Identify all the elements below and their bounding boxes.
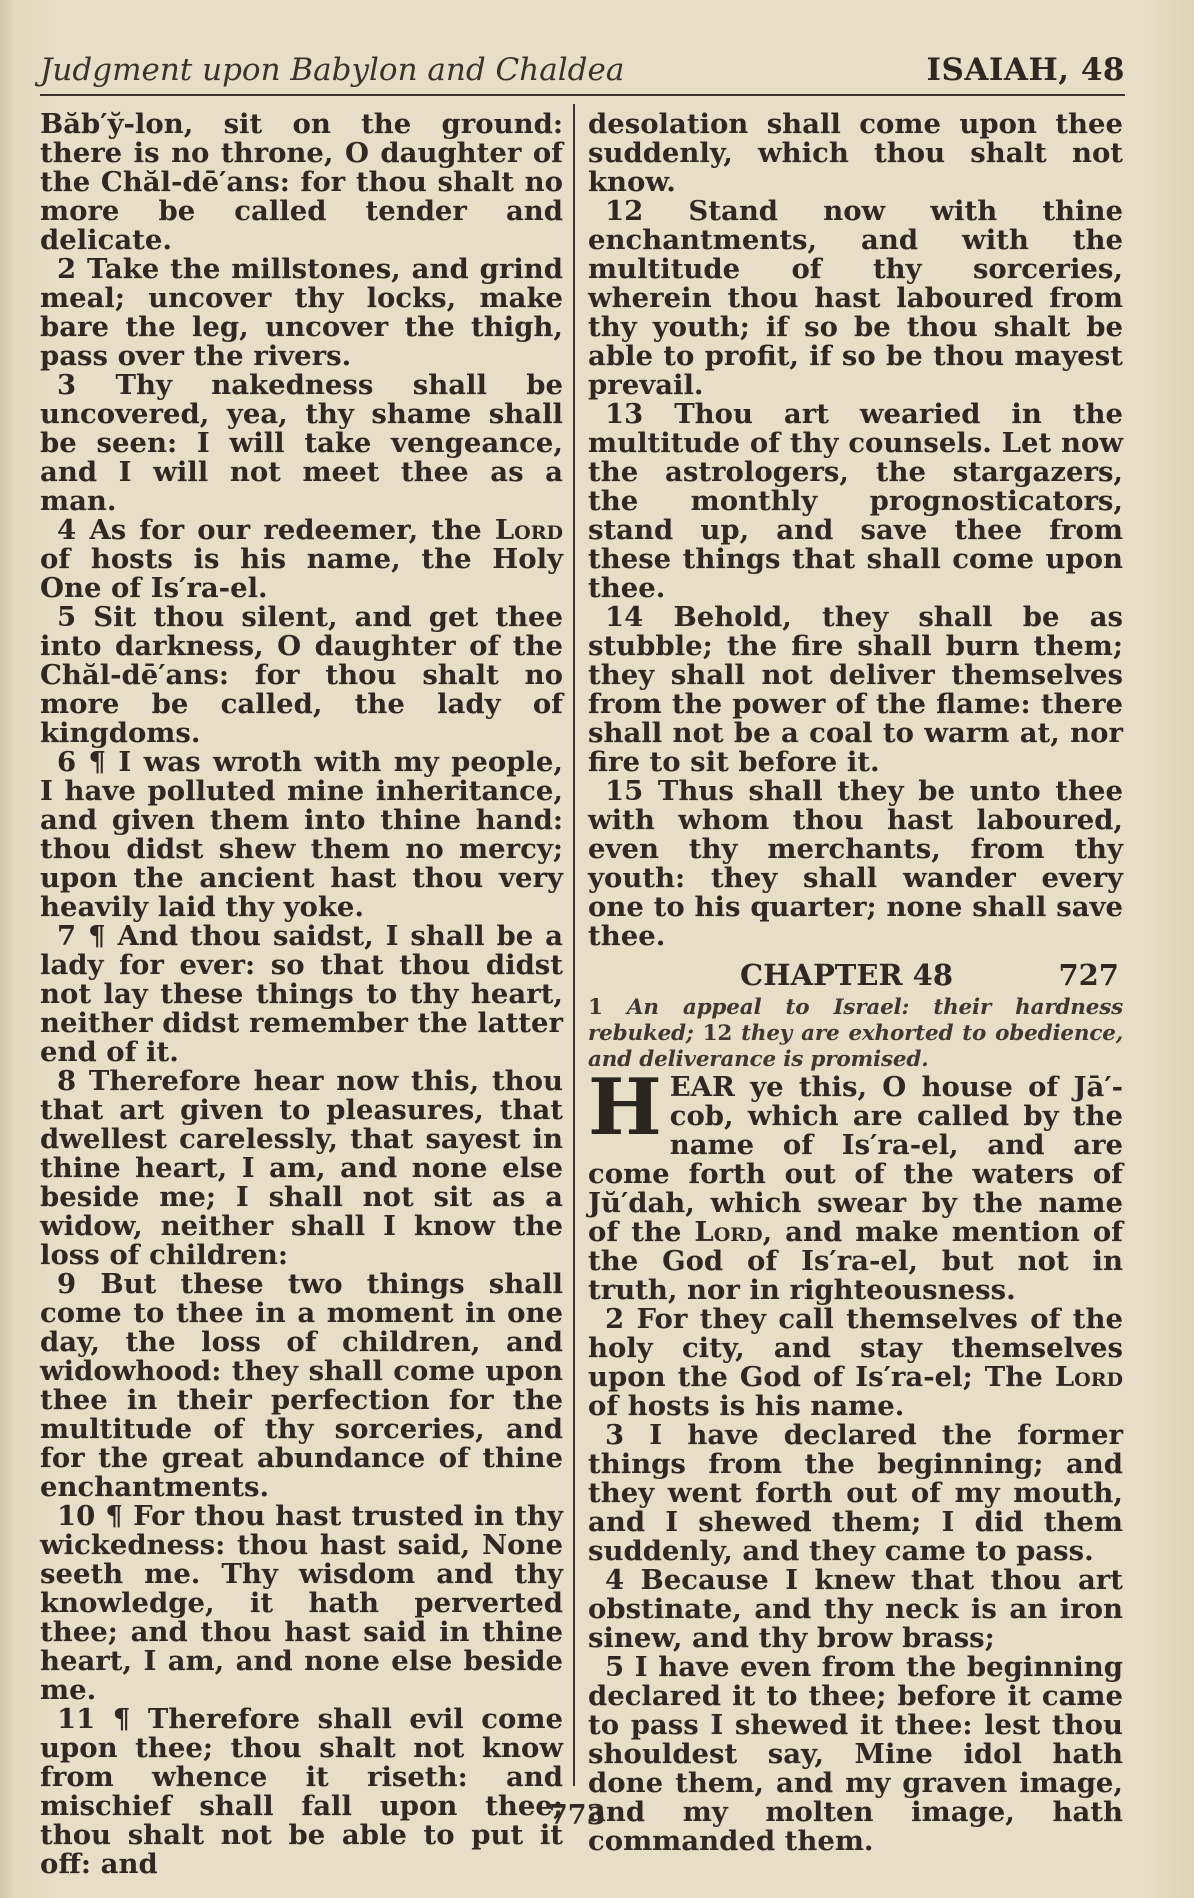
verse-47-1-continuation: Băb′y̆-lon, sit on the ground: there is no throne, O daughter of the Chăl-dē′ans: for thou shalt no more be called tender and delicate. xyxy=(40,108,563,256)
verse-47-5: 5 Sit thou silent, and get thee into darkness, O daughter of the Chăl-dē′ans: for thou shalt no more be called, the lady of kingdoms. xyxy=(40,601,563,749)
verse-47-7: 7 ¶ And thou saidst, I shall be a lady for ever: so that thou didst not lay these things to thy heart, neither didst remember the latter end of it. xyxy=(40,920,563,1068)
verse-text: EAR ye this, O house of Jā′-cob, which are called by the name of Is′ra-el, and are come forth out of the waters of Jŭ′dah, which swear by the name of the xyxy=(588,1071,1123,1248)
verse-47-6: 6 ¶ I was wroth with my people, I have polluted mine inheritance, and given them into thine hand: thou didst shew them no mercy; upon the ancient hast thou very heavily laid thy yoke. xyxy=(40,746,563,923)
lord-small-caps: Lord xyxy=(494,514,563,546)
verse-47-13: 13 Thou art wearied in the multitude of thy counsels. Let now the astrologers, the stargazers, the monthly prognosticators, stand up, and save thee from these things that shall come upon thee. xyxy=(588,398,1123,604)
verse-47-14: 14 Behold, they shall be as stubble; the fire shall burn them; they shall not deliver themselves from the power of the flame: there shall not be a coal to warm at, nor fire to sit before it. xyxy=(588,601,1123,778)
chapter-summary xyxy=(588,995,1123,1073)
chapter-number: 727 xyxy=(1058,958,1119,992)
summary-text: An appeal to Israel: their hardness rebuked; xyxy=(588,995,1123,1046)
lord-small-caps: Lord xyxy=(1054,1361,1123,1393)
verse-text: of hosts is his name. xyxy=(588,1390,905,1422)
verse-47-2: 2 Take the millstones, and grind meal; uncover thy locks, make bare the leg, uncover the thigh, pass over the rivers. xyxy=(40,253,563,372)
verse-47-11-continuation: desolation shall come upon thee suddenly, which thou shalt not know. xyxy=(588,108,1123,198)
verse-47-10: 10 ¶ For thou hast trusted in thy wickedness: thou hast said, None seeth me. Thy wisdom and thy knowledge, it hath perverted thee; and thou hast said in thine heart, I am, and none else beside me. xyxy=(40,1500,563,1706)
column-divider xyxy=(573,104,575,1786)
running-header xyxy=(40,48,1125,96)
verse-48-1 xyxy=(588,1062,1124,1306)
verse-47-3: 3 Thy nakedness shall be uncovered, yea, thy shame shall be seen: I will take vengeance, and I will not meet thee as a man. xyxy=(40,369,563,517)
verse-47-4 xyxy=(40,516,563,603)
chapter-title: CHAPTER 48 xyxy=(740,958,954,992)
drop-cap: H xyxy=(588,1062,662,1153)
verse-47-9: 9 But these two things shall come to thee in a moment in one day, the loss of children, and widowhood: they shall come upon thee in their perfection for the multitude of thy sorceries, and for the great abundance of thine enchantments. xyxy=(40,1268,563,1503)
summary-ref: 1 xyxy=(588,995,603,1020)
lord-small-caps: Lord xyxy=(694,1216,763,1248)
verse-text: , and make mention of the God of Is′ra-el, but not in truth, nor in righteousness. xyxy=(588,1216,1124,1306)
right-column xyxy=(588,110,1123,1856)
summary-ref: 12 xyxy=(702,1021,733,1046)
verse-48-2 xyxy=(588,1305,1123,1421)
summary-text: they are exhorted to obedience, and deliverance is promised. xyxy=(588,1021,1123,1072)
verse-text: 2 For they call themselves of the holy city, and stay themselves upon the God of Is′ra-el; The xyxy=(588,1303,1123,1393)
verse-47-15: 15 Thus shall they be unto thee with whom thou hast laboured, even thy merchants, from thy youth: they shall wander every one to his quarter; none shall save thee. xyxy=(588,775,1123,952)
verse-47-8: 8 Therefore hear now this, thou that art given to pleasures, that dwellest carelessly, that sayest in thine heart, I am, and none else beside me; I shall not sit as a widow, neither shall I know the loss of children: xyxy=(40,1065,563,1271)
verse-text: of hosts is his name, the Holy One of Is′ra-el. xyxy=(40,543,563,604)
chapter-heading xyxy=(588,955,1123,995)
book-chapter-ref: ISAIAH, 48 xyxy=(926,52,1125,88)
verse-text: 4 As for our redeemer, the xyxy=(57,514,495,546)
left-column xyxy=(40,110,563,1879)
verse-48-3: 3 I have declared the former things from the beginning; and they went forth out of my mouth, and I shewed them; I did them suddenly, and they came to pass. xyxy=(588,1419,1123,1567)
verse-48-4: 4 Because I knew that thou art obstinate, and thy neck is an iron sinew, and thy brow brass; xyxy=(588,1564,1123,1654)
verse-47-11: 11 ¶ Therefore shall evil come upon thee; thou shalt not know from whence it riseth: and mischief shall fall upon thee; thou shalt not be able to put it off: and xyxy=(40,1703,563,1880)
verse-48-5: 5 I have even from the beginning declared it to thee; before it came to pass I shewed it thee: lest thou shouldest say, Mine idol hath done them, and my graven image, and my molten image, hath commanded them. xyxy=(588,1651,1123,1857)
verse-47-12: 12 Stand now with thine enchantments, and with the multitude of thy sorceries, wherein thou hast laboured from thy youth; if so be thou shalt be able to profit, if so be thou mayest prevail. xyxy=(588,195,1123,401)
page-number: 773 xyxy=(549,1800,606,1831)
section-heading: Judgment upon Babylon and Chaldea xyxy=(40,52,625,88)
